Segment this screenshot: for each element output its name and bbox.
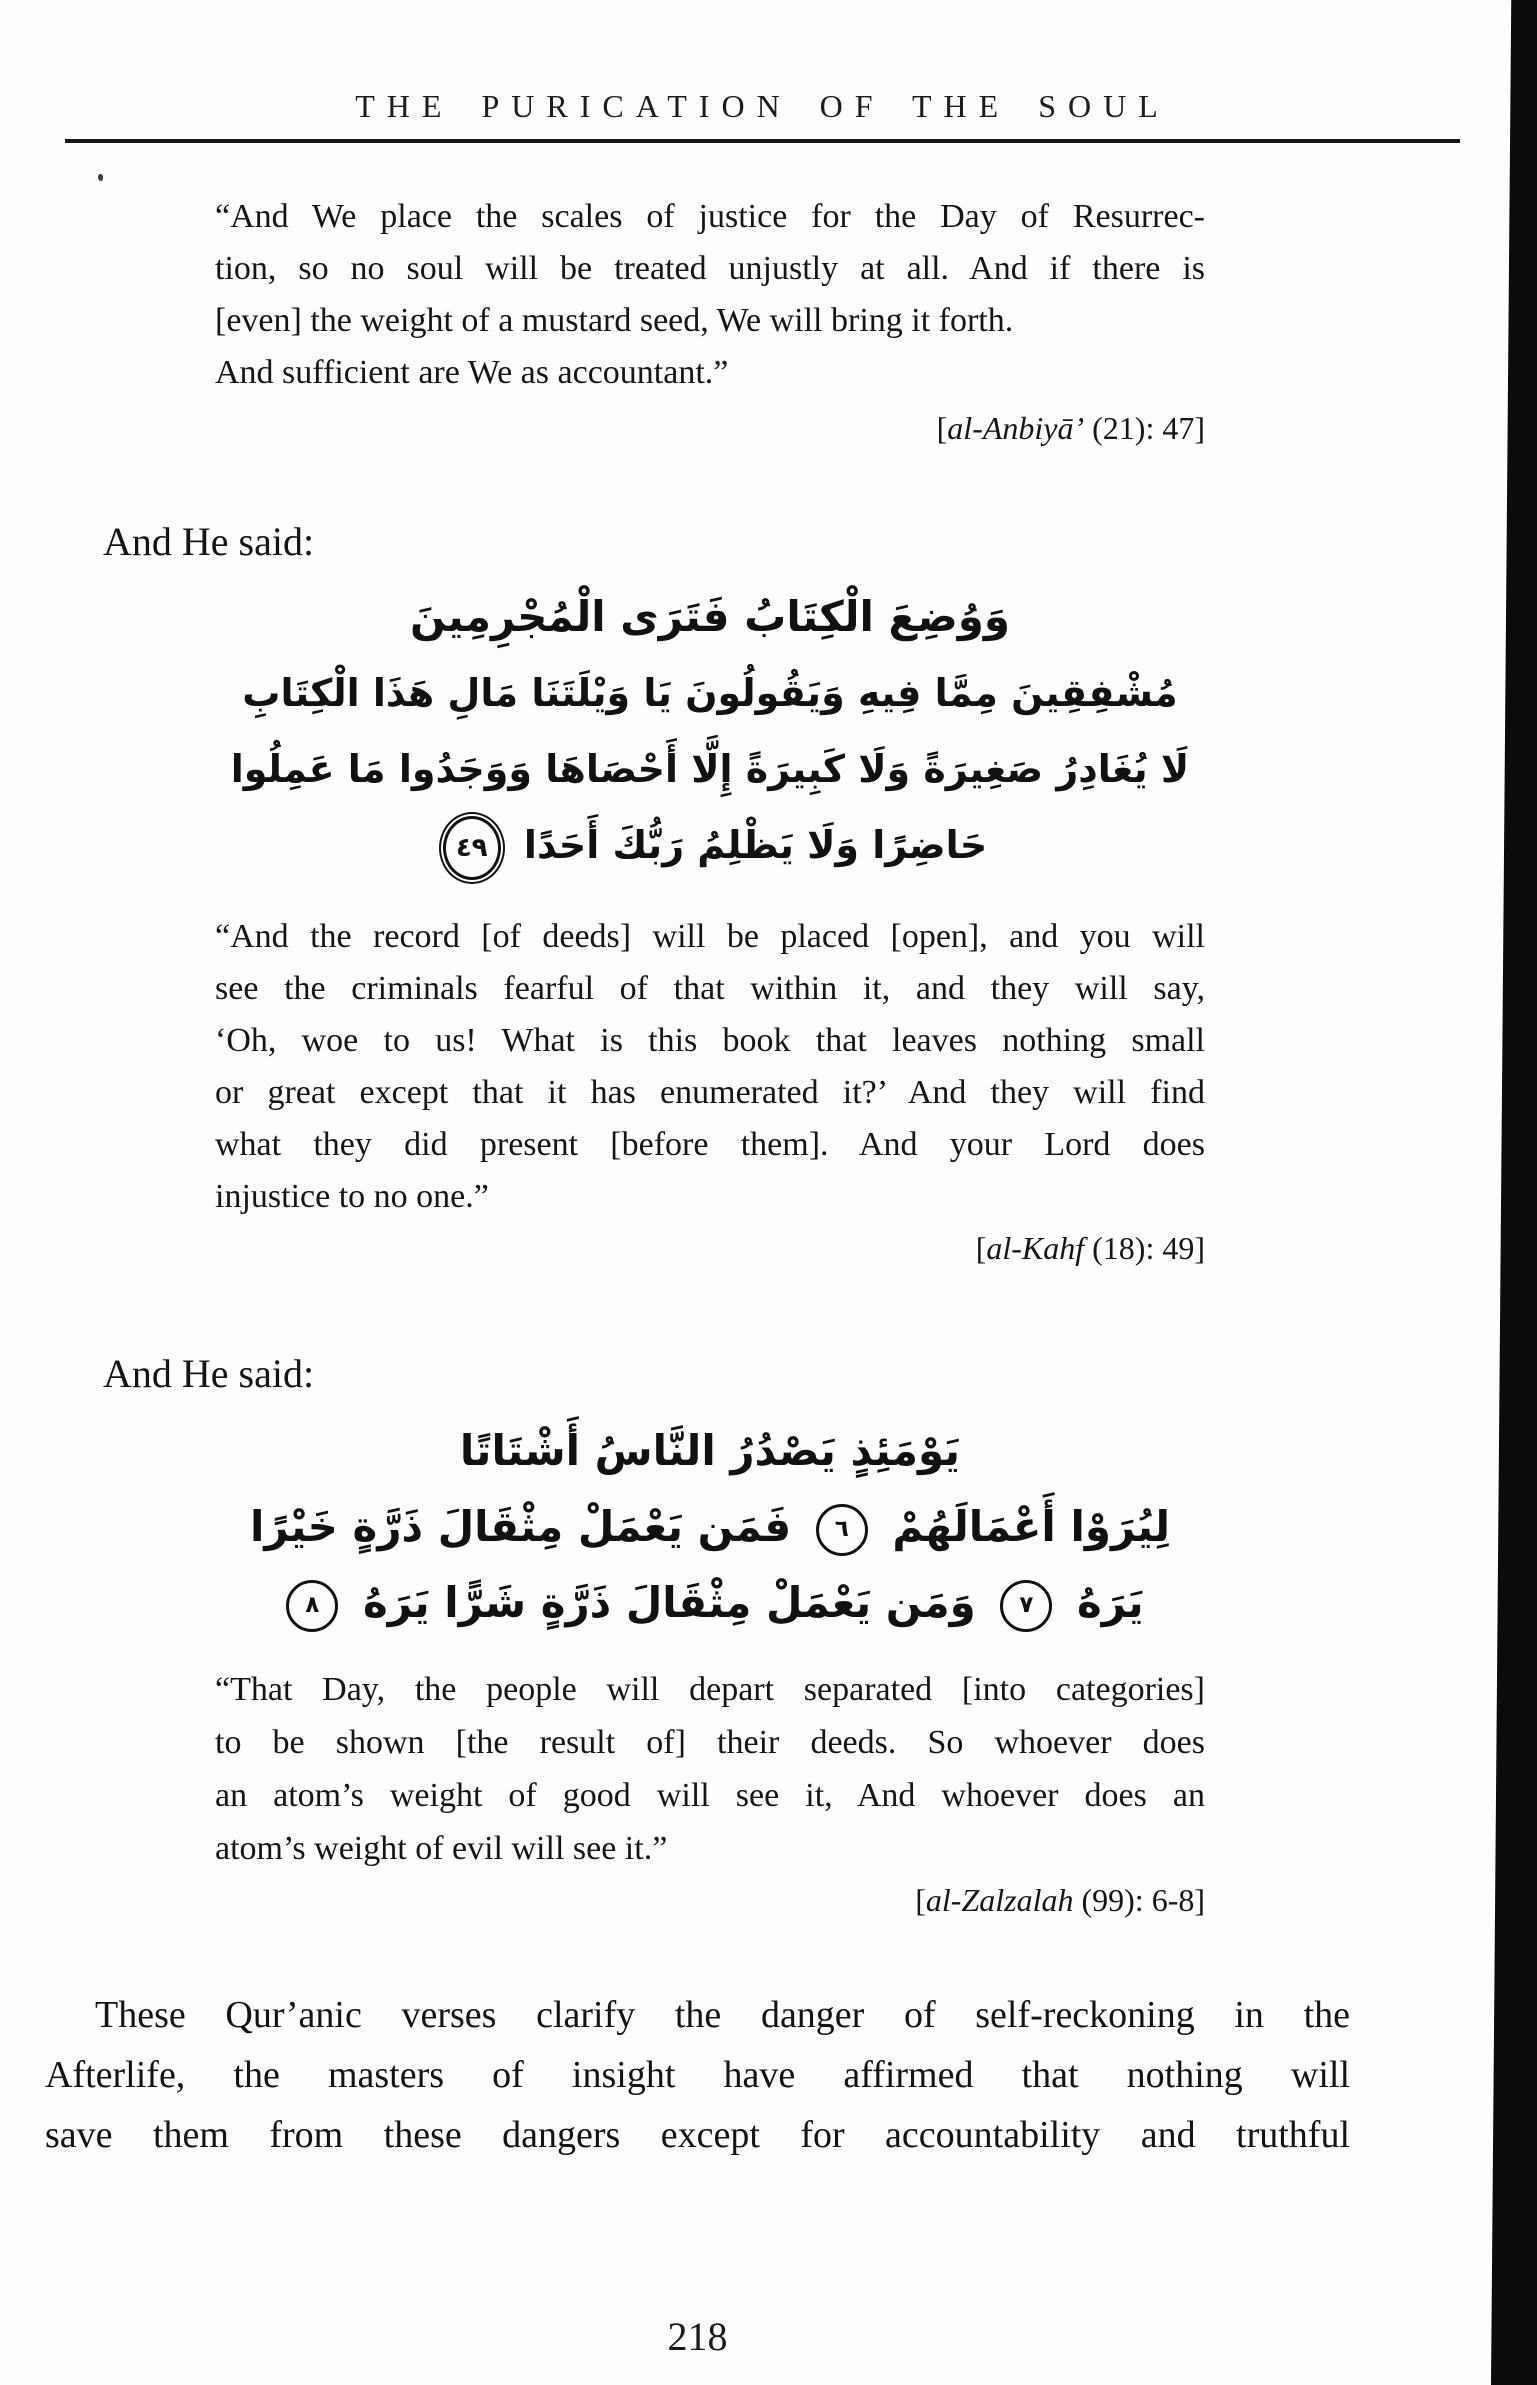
quote-text-line: “And the record [of deeds] will be placed [open], and you will — [215, 918, 1205, 955]
arabic-line: وَوُضِعَ الْكِتَابُ فَتَرَى الْمُجْرِمِينَ — [410, 592, 1010, 641]
quote-text-line: injustice to no one.” — [215, 1178, 489, 1215]
arabic-text: حَاضِرًا وَلَا يَظْلِمُ رَبُّكَ أَحَدًا — [523, 823, 988, 867]
arabic-line — [215, 807, 1205, 883]
citation-open-bracket: [ — [975, 1230, 987, 1266]
quote-text-line: “And We place the scales of justice for the Day of Resurrec- — [215, 198, 1205, 235]
quote-text-line: And sufficient are We as accountant.” — [215, 354, 729, 391]
scan-speck — [98, 174, 103, 181]
arabic-text: وَمَن يَعْمَلْ مِثْقَالَ ذَرَّةٍ شَرًّا يَرَهُ — [362, 1578, 976, 1627]
quote-text-line: atom’s weight of evil will see it.” — [215, 1830, 668, 1867]
arabic-line — [215, 1565, 1205, 1641]
ayah-end-marker: ٨ — [286, 1580, 338, 1632]
citation-book-name: al-Kahf — [986, 1230, 1085, 1266]
ayah-end-marker: ٧ — [1000, 1580, 1052, 1632]
quote-text-line: or great except that it has enumerated it?’ And they will find — [215, 1074, 1205, 1111]
book-gutter-shadow — [1491, 0, 1537, 2385]
paragraph-line: These Qur’anic verses clarify the danger of self-reckoning in the — [95, 1994, 1350, 2036]
ayah-end-marker: ٤٩ — [443, 816, 501, 880]
citation-reference: (21): 47] — [1084, 410, 1205, 446]
quote-text-line: an atom’s weight of good will see it, And whoever does an — [215, 1777, 1205, 1814]
arabic-line — [215, 1489, 1205, 1565]
paragraph-line: save them from these dangers except for accountability and truthful — [45, 2114, 1350, 2156]
quote-text-line: see the criminals fearful of that within it, and they will say, — [215, 970, 1205, 1007]
speaker-intro-2: And He said: — [103, 1351, 315, 1396]
page-title: THE PURICATION OF THE SOUL — [355, 88, 1170, 124]
arabic-text: لِيُرَوْا أَعْمَالَهُمْ — [892, 1502, 1170, 1551]
header-divider-rule — [65, 139, 1460, 143]
page-content — [45, 0, 1445, 2360]
citation-1 — [215, 407, 1205, 449]
citation-book-name: al-Zalzalah — [925, 1882, 1074, 1918]
arabic-line: لَا يُغَادِرُ صَغِيرَةً وَلَا كَبِيرَةً إِلَّا أَحْصَاهَا وَوَجَدُوا مَا عَمِلُوا — [230, 747, 1190, 791]
arabic-verse-block-2 — [215, 1413, 1205, 1641]
arabic-text: يَرَهُ — [1076, 1578, 1144, 1627]
closing-paragraph — [45, 1985, 1350, 2165]
citation-reference: (18): 49] — [1084, 1230, 1205, 1266]
quote-text-line: tion, so no soul will be treated unjustly at all. And if there is — [215, 250, 1205, 287]
quote-text-line: what they did present [before them]. And your Lord does — [215, 1126, 1205, 1163]
ayah-end-marker: ٦ — [816, 1504, 868, 1556]
arabic-verse-block-1 — [215, 579, 1205, 883]
citation-open-bracket: [ — [936, 410, 948, 446]
quote-text-line: to be shown [the result of] their deeds. So whoever does — [215, 1724, 1205, 1761]
citation-2 — [215, 1227, 1205, 1269]
citation-book-name: al-Anbiyā’ — [947, 410, 1085, 446]
citation-open-bracket: [ — [915, 1882, 926, 1918]
citation-3 — [215, 1879, 1205, 1921]
arabic-text: فَمَن يَعْمَلْ مِثْقَالَ ذَرَّةٍ خَيْرًا — [250, 1502, 792, 1551]
quote-block-3 — [215, 1663, 1205, 1875]
quote-text-line: ‘Oh, woe to us! What is this book that leaves nothing small — [215, 1022, 1205, 1059]
speaker-intro-1: And He said: — [103, 519, 315, 564]
arabic-line: مُشْفِقِينَ مِمَّا فِيهِ وَيَقُولُونَ يَا وَيْلَتَنَا مَالِ هَذَا الْكِتَابِ — [242, 671, 1178, 715]
quote-text-line: “That Day, the people will depart separated [into categories] — [215, 1671, 1205, 1708]
quote-block-1 — [215, 191, 1205, 399]
paragraph-line: Afterlife, the masters of insight have affirmed that nothing will — [45, 2054, 1350, 2096]
running-header — [65, 88, 1460, 125]
page-number: 218 — [667, 2314, 728, 2359]
arabic-line: يَوْمَئِذٍ يَصْدُرُ النَّاسُ أَشْتَاتًا — [459, 1426, 961, 1475]
quote-text-line: [even] the weight of a mustard seed, We will bring it forth. — [215, 302, 1014, 339]
citation-reference: (99): 6-8] — [1073, 1882, 1205, 1918]
quote-block-2 — [215, 911, 1205, 1223]
